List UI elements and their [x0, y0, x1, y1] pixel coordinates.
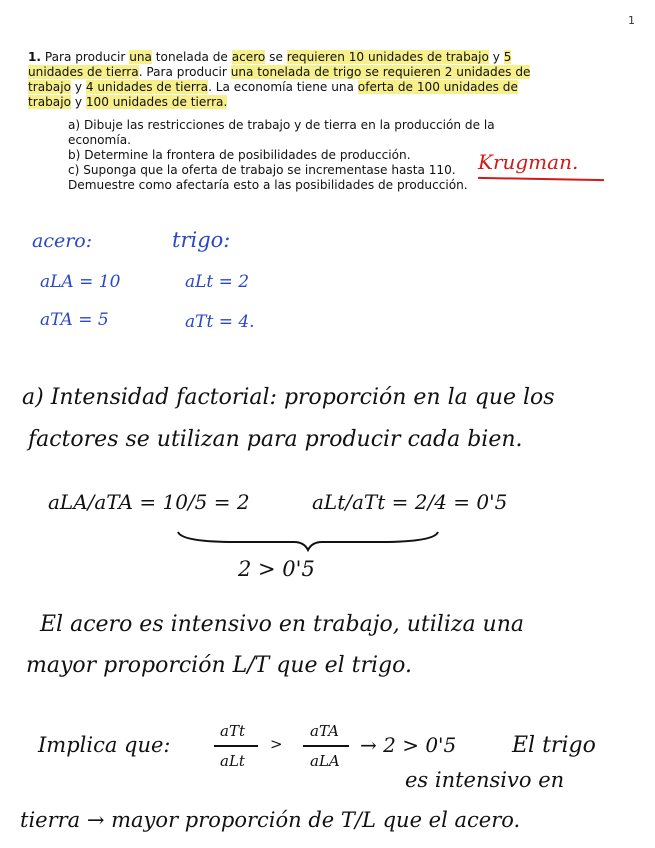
highlight: 5 unidades de tierra — [28, 50, 512, 79]
coefficient-aTt: aTt = 4. — [185, 312, 255, 332]
fraction-1-bar — [214, 745, 258, 747]
highlight: una — [129, 50, 152, 64]
highlight: 100 unidades de tierra. — [85, 95, 228, 109]
coefficient-aLA: aLA = 10 — [40, 272, 121, 292]
fraction-1-numerator: aTt — [220, 722, 245, 740]
highlight: requieren 10 unidades de trabajo — [286, 50, 489, 64]
problem-number: 1. — [28, 50, 42, 64]
highlight: acero — [231, 50, 266, 64]
text-segment: y — [488, 50, 504, 64]
question-c: c) Suponga que la oferta de trabajo se incrementase hasta 110. — [68, 163, 456, 177]
text-segment: se — [265, 50, 287, 64]
fraction-1-denominator: aLt — [220, 752, 245, 770]
note-line-5b: es intensivo en — [405, 768, 565, 792]
coefficient-aTA: aTA = 5 — [40, 310, 109, 330]
text-segment: Para producir — [41, 50, 130, 64]
note-line-6: tierra → mayor proporción de T/L que el acero. — [20, 808, 521, 832]
fraction-2-bar — [303, 745, 349, 747]
highlight: 4 unidades de tierra — [85, 80, 209, 94]
acero-label: acero: — [32, 230, 93, 252]
text-segment: . Para producir — [138, 65, 231, 79]
ratio-wheat: aLt/aTt = 2/4 = 0'5 — [312, 490, 508, 514]
highlight: oferta de 100 unidades de trabajo — [28, 80, 518, 109]
trigo-label: trigo: — [172, 228, 231, 252]
fraction-2-numerator: aTA — [310, 722, 339, 740]
comparison-result: 2 > 0'5 — [238, 557, 315, 581]
coefficient-aLt: aLt = 2 — [185, 272, 250, 292]
ratio-steel: aLA/aTA = 10/5 = 2 — [48, 490, 250, 514]
note-line-1: a) Intensidad factorial: proporción en la que los — [22, 385, 555, 410]
question-b: b) Determine la frontera de posibilidades de producción. — [68, 148, 411, 162]
question-c-cont: Demuestre como afectaría esto a las posibilidades de producción. — [68, 178, 468, 192]
implication-result: → 2 > 0'5 — [360, 733, 457, 757]
note-line-3: El acero es intensivo en trabajo, utiliza una — [40, 612, 525, 637]
text-segment: y — [70, 80, 86, 94]
text-segment: . La economía tiene una — [208, 80, 358, 94]
greater-than-sign: > — [270, 735, 283, 753]
handwritten-annotation: Krugman. — [478, 150, 579, 174]
note-line-5a: El trigo — [512, 733, 596, 758]
implica-label: Implica que: — [38, 733, 171, 757]
problem-statement — [28, 50, 533, 110]
page-number: 1 — [628, 14, 635, 27]
question-a: a) Dibuje las restricciones de trabajo y de tierra en la producción de la economía. — [68, 118, 495, 147]
fraction-2-denominator: aLA — [310, 752, 340, 770]
note-line-4: mayor proporción L/T que el trigo. — [26, 653, 412, 678]
text-segment: tonelada de — [151, 50, 232, 64]
note-line-2: factores se utilizan para producir cada bien. — [28, 427, 523, 452]
highlight: una tonelada de trigo se requieren 2 unidades de trabajo — [28, 65, 531, 94]
sub-questions — [68, 118, 508, 193]
brace-icon — [176, 528, 440, 552]
text-segment: y — [70, 95, 86, 109]
